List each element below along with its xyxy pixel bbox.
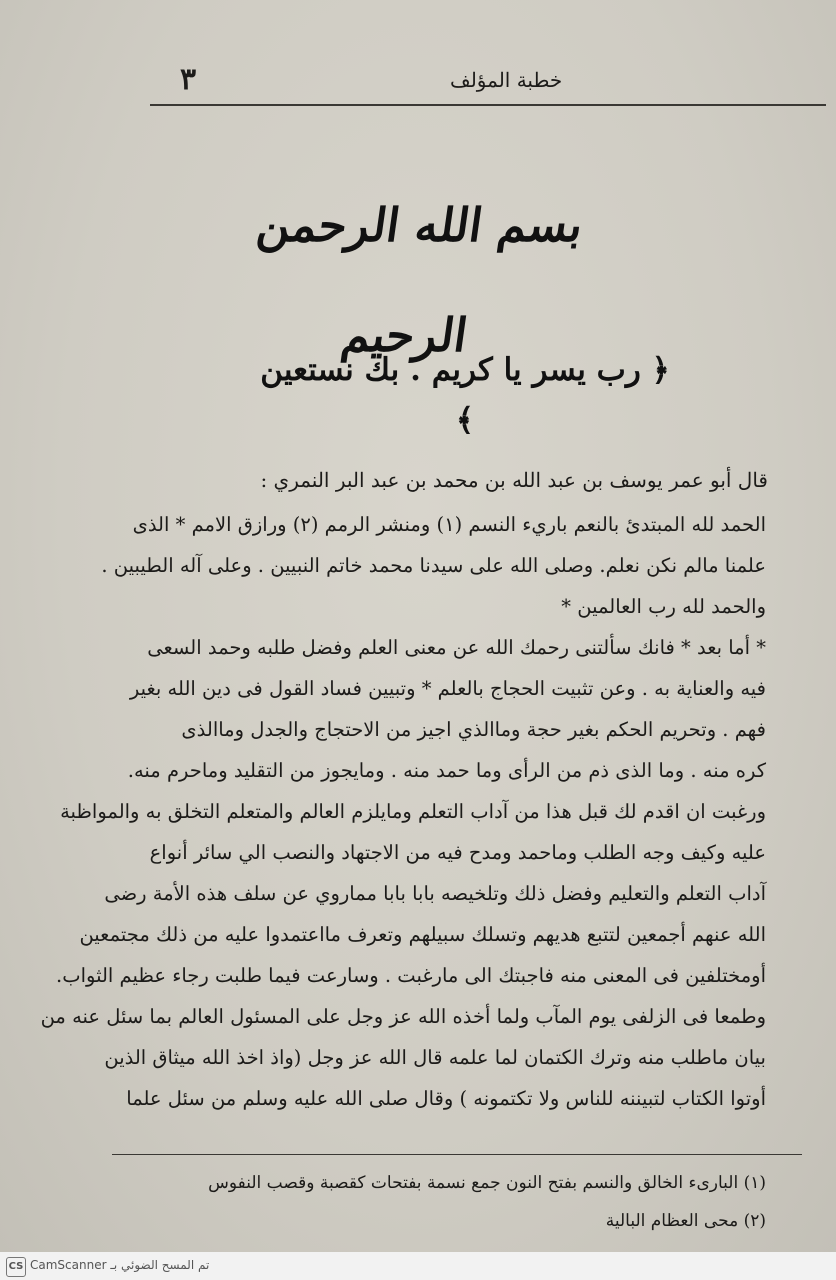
footnotes <box>106 1164 766 1240</box>
chapter-title: خطبة المؤلف <box>450 68 563 92</box>
text-line: فهم . وتحريم الحكم بغير حجة وماالذي اجيز من الاحتجاج والجدل وماالذى <box>181 718 766 741</box>
body-text <box>40 504 766 1119</box>
running-header <box>150 62 796 102</box>
text-line: والحمد لله رب العالمين * <box>561 595 766 618</box>
text-line: فيه والعناية به . وعن تثبيت الحجاج بالعلم * وتبيين فساد القول فى دين الله بغير <box>129 677 766 700</box>
text-line: علمنا مالم نكن نعلم. وصلى الله على سيدنا محمد خاتم النبيين . وعلى آله الطيبين . <box>101 554 766 577</box>
basmala-calligraphy: بسم الله الرحمن الرحيم <box>253 198 587 362</box>
text-line: عليه وكيف وجه الطلب وماحمد ومدح فيه من الاجتهاد والنصب الي سائر أنواع <box>149 841 766 864</box>
footnote-rule <box>112 1154 802 1155</box>
header-rule <box>150 104 826 106</box>
footnote-2: (٢) محى العظام البالية <box>605 1211 766 1231</box>
author-intro: قال أبو عمر يوسف بن عبد الله بن محمد بن عبد البر النمري : <box>260 468 768 492</box>
text-line: الله عنهم أجمعين لتتبع هديهم وتسلك سبيلهم وتعرف مااعتمدوا عليه من ذلك مجتمعين <box>79 923 766 946</box>
text-line: وطمعا فى الزلفى يوم المآب ولما أخذه الله عز وجل على المسئول العالم بما سئل عنه من <box>40 1005 766 1028</box>
text-line: آداب التعلم والتعليم وفضل ذلك وتلخيصه بابا بابا مماروي عن سلف هذه الأمة رضى <box>104 882 766 905</box>
footnote-1: (١) البارىء الخالق والنسم بفتح النون جمع نسمة بفتحات كقصبة وقصب النفوس <box>208 1173 766 1193</box>
text-line: * أما بعد * فانك سألتنى رحمك الله عن معنى العلم وفضل طلبه وحمد السعى <box>147 636 766 659</box>
text-line: بيان ماطلب منه وترك الكتمان لما علمه قال الله عز وجل (واذ اخذ الله ميثاق الذين <box>104 1046 766 1069</box>
text-line: ورغبت ان اقدم لك قبل هذا من آداب التعلم ومايلزم العالم والمتعلم التخلق به والمواظبة <box>60 800 766 823</box>
scanner-watermark-bar <box>0 1252 836 1280</box>
text-line: أومختلفين فى المعنى منه فاجبتك الى مارغبت . وسارعت فيما طلبت رجاء عظيم الثواب. <box>56 964 766 987</box>
text-line: كره منه . وما الذى ذم من الرأى وما حمد منه . ومايجوز من التقليد وماحرم منه. <box>127 759 766 782</box>
invocation-heading: ﴿ رب يسر يا كريم . بك نستعين ﴾ <box>260 352 670 438</box>
scanner-watermark-text: تم المسح الضوئي بـ CamScanner <box>30 1258 210 1272</box>
text-line: الحمد لله المبتدئ بالنعم باريء النسم (١) ومنشر الرمم (٢) ورازق الامم * الذى <box>132 513 766 536</box>
page-number: ٣ <box>180 62 197 97</box>
text-line: أوتوا الكتاب لتبيننه للناس ولا تكتمونه ) وقال صلى الله عليه وسلم من سئل علما <box>126 1087 766 1110</box>
camscanner-logo-icon: CS <box>6 1257 26 1277</box>
